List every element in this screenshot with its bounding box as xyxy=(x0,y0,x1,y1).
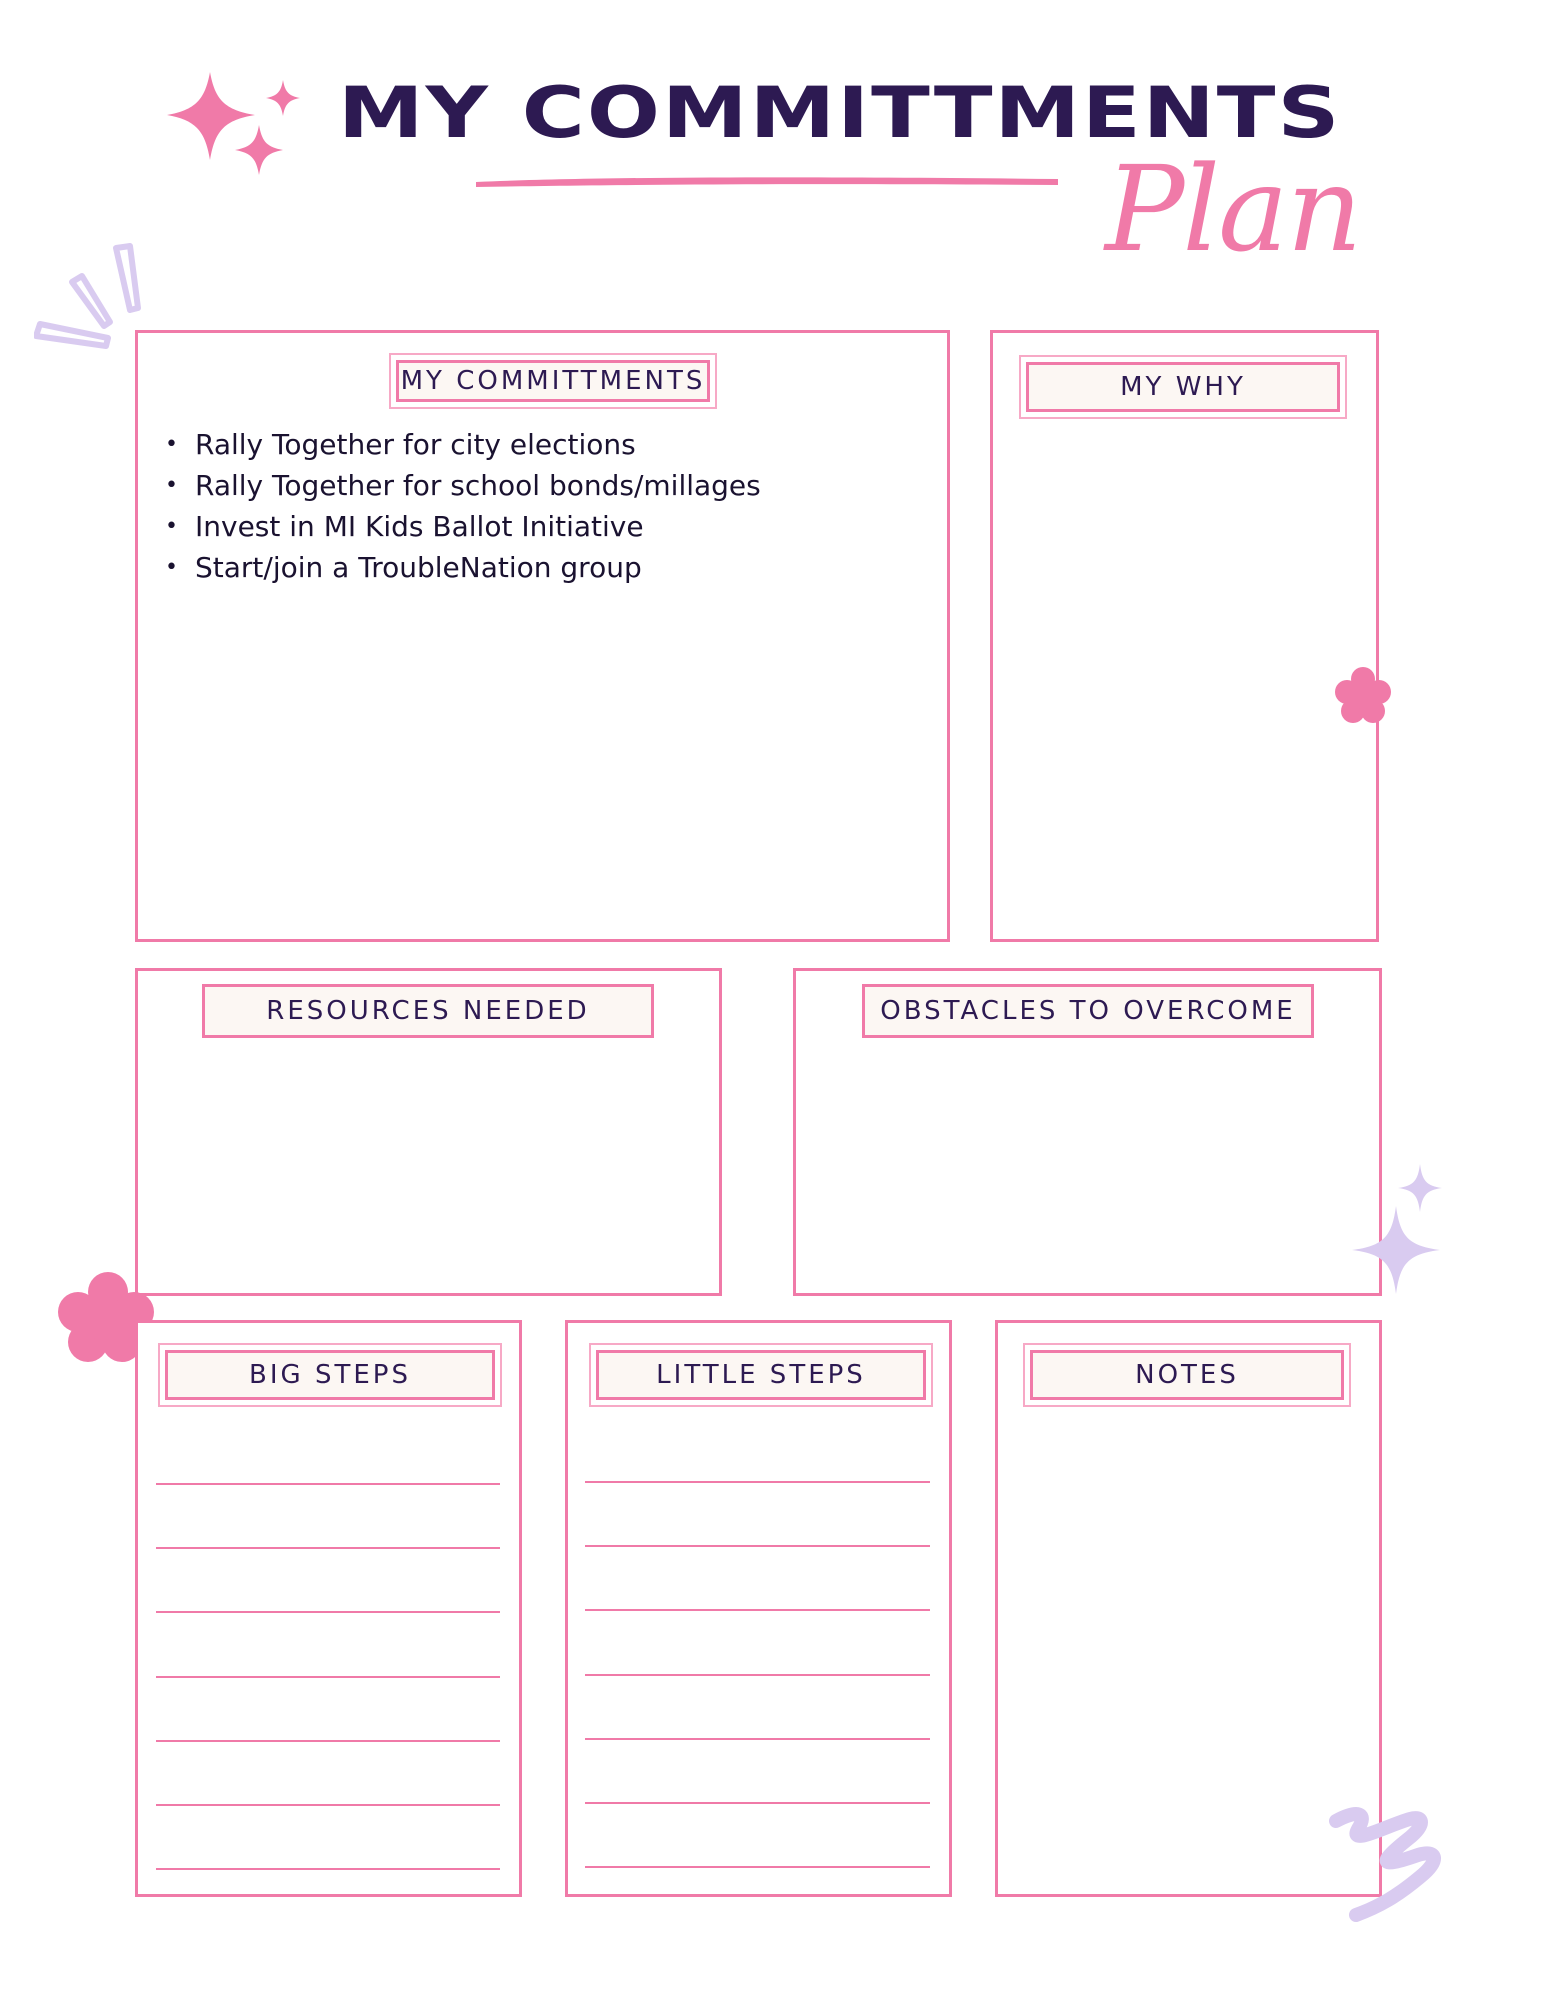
list-item: • Rally Together for school bonds/millages xyxy=(195,465,761,506)
line xyxy=(585,1609,930,1611)
page-title: MY COMMITTMENTS xyxy=(338,72,1342,155)
list-item: • Rally Together for city elections xyxy=(195,424,761,465)
big-steps-panel xyxy=(135,1320,522,1897)
notes-panel xyxy=(995,1320,1382,1897)
big-steps-label: BIG STEPS xyxy=(165,1350,495,1400)
obstacles-label: OBSTACLES TO OVERCOME xyxy=(862,984,1314,1038)
list-item: • Invest in MI Kids Ballot Initiative xyxy=(195,506,761,547)
squiggle-icon xyxy=(1328,1805,1446,1925)
resources-label: RESOURCES NEEDED xyxy=(202,984,654,1038)
line xyxy=(585,1674,930,1676)
line xyxy=(585,1866,930,1868)
flower-icon xyxy=(1332,665,1394,727)
brush-underline xyxy=(472,173,1062,191)
line xyxy=(156,1547,500,1549)
line xyxy=(156,1804,500,1806)
line xyxy=(585,1738,930,1740)
line xyxy=(156,1483,500,1485)
notes-label: NOTES xyxy=(1030,1350,1344,1400)
commitments-panel xyxy=(135,330,950,942)
sparkles-icon xyxy=(165,70,305,180)
sparkle-icon xyxy=(1348,1160,1448,1300)
line xyxy=(585,1802,930,1804)
commitments-list xyxy=(163,424,761,588)
page-subtitle: Plan xyxy=(1105,140,1361,278)
why-panel xyxy=(990,330,1379,942)
commitments-label: MY COMMITTMENTS xyxy=(396,360,710,402)
line xyxy=(156,1868,500,1870)
line xyxy=(156,1611,500,1613)
line xyxy=(156,1676,500,1678)
why-label: MY WHY xyxy=(1026,362,1340,412)
line xyxy=(585,1545,930,1547)
line xyxy=(585,1481,930,1483)
list-item: • Start/join a TroubleNation group xyxy=(195,547,761,588)
little-steps-label: LITTLE STEPS xyxy=(596,1350,926,1400)
line xyxy=(156,1740,500,1742)
